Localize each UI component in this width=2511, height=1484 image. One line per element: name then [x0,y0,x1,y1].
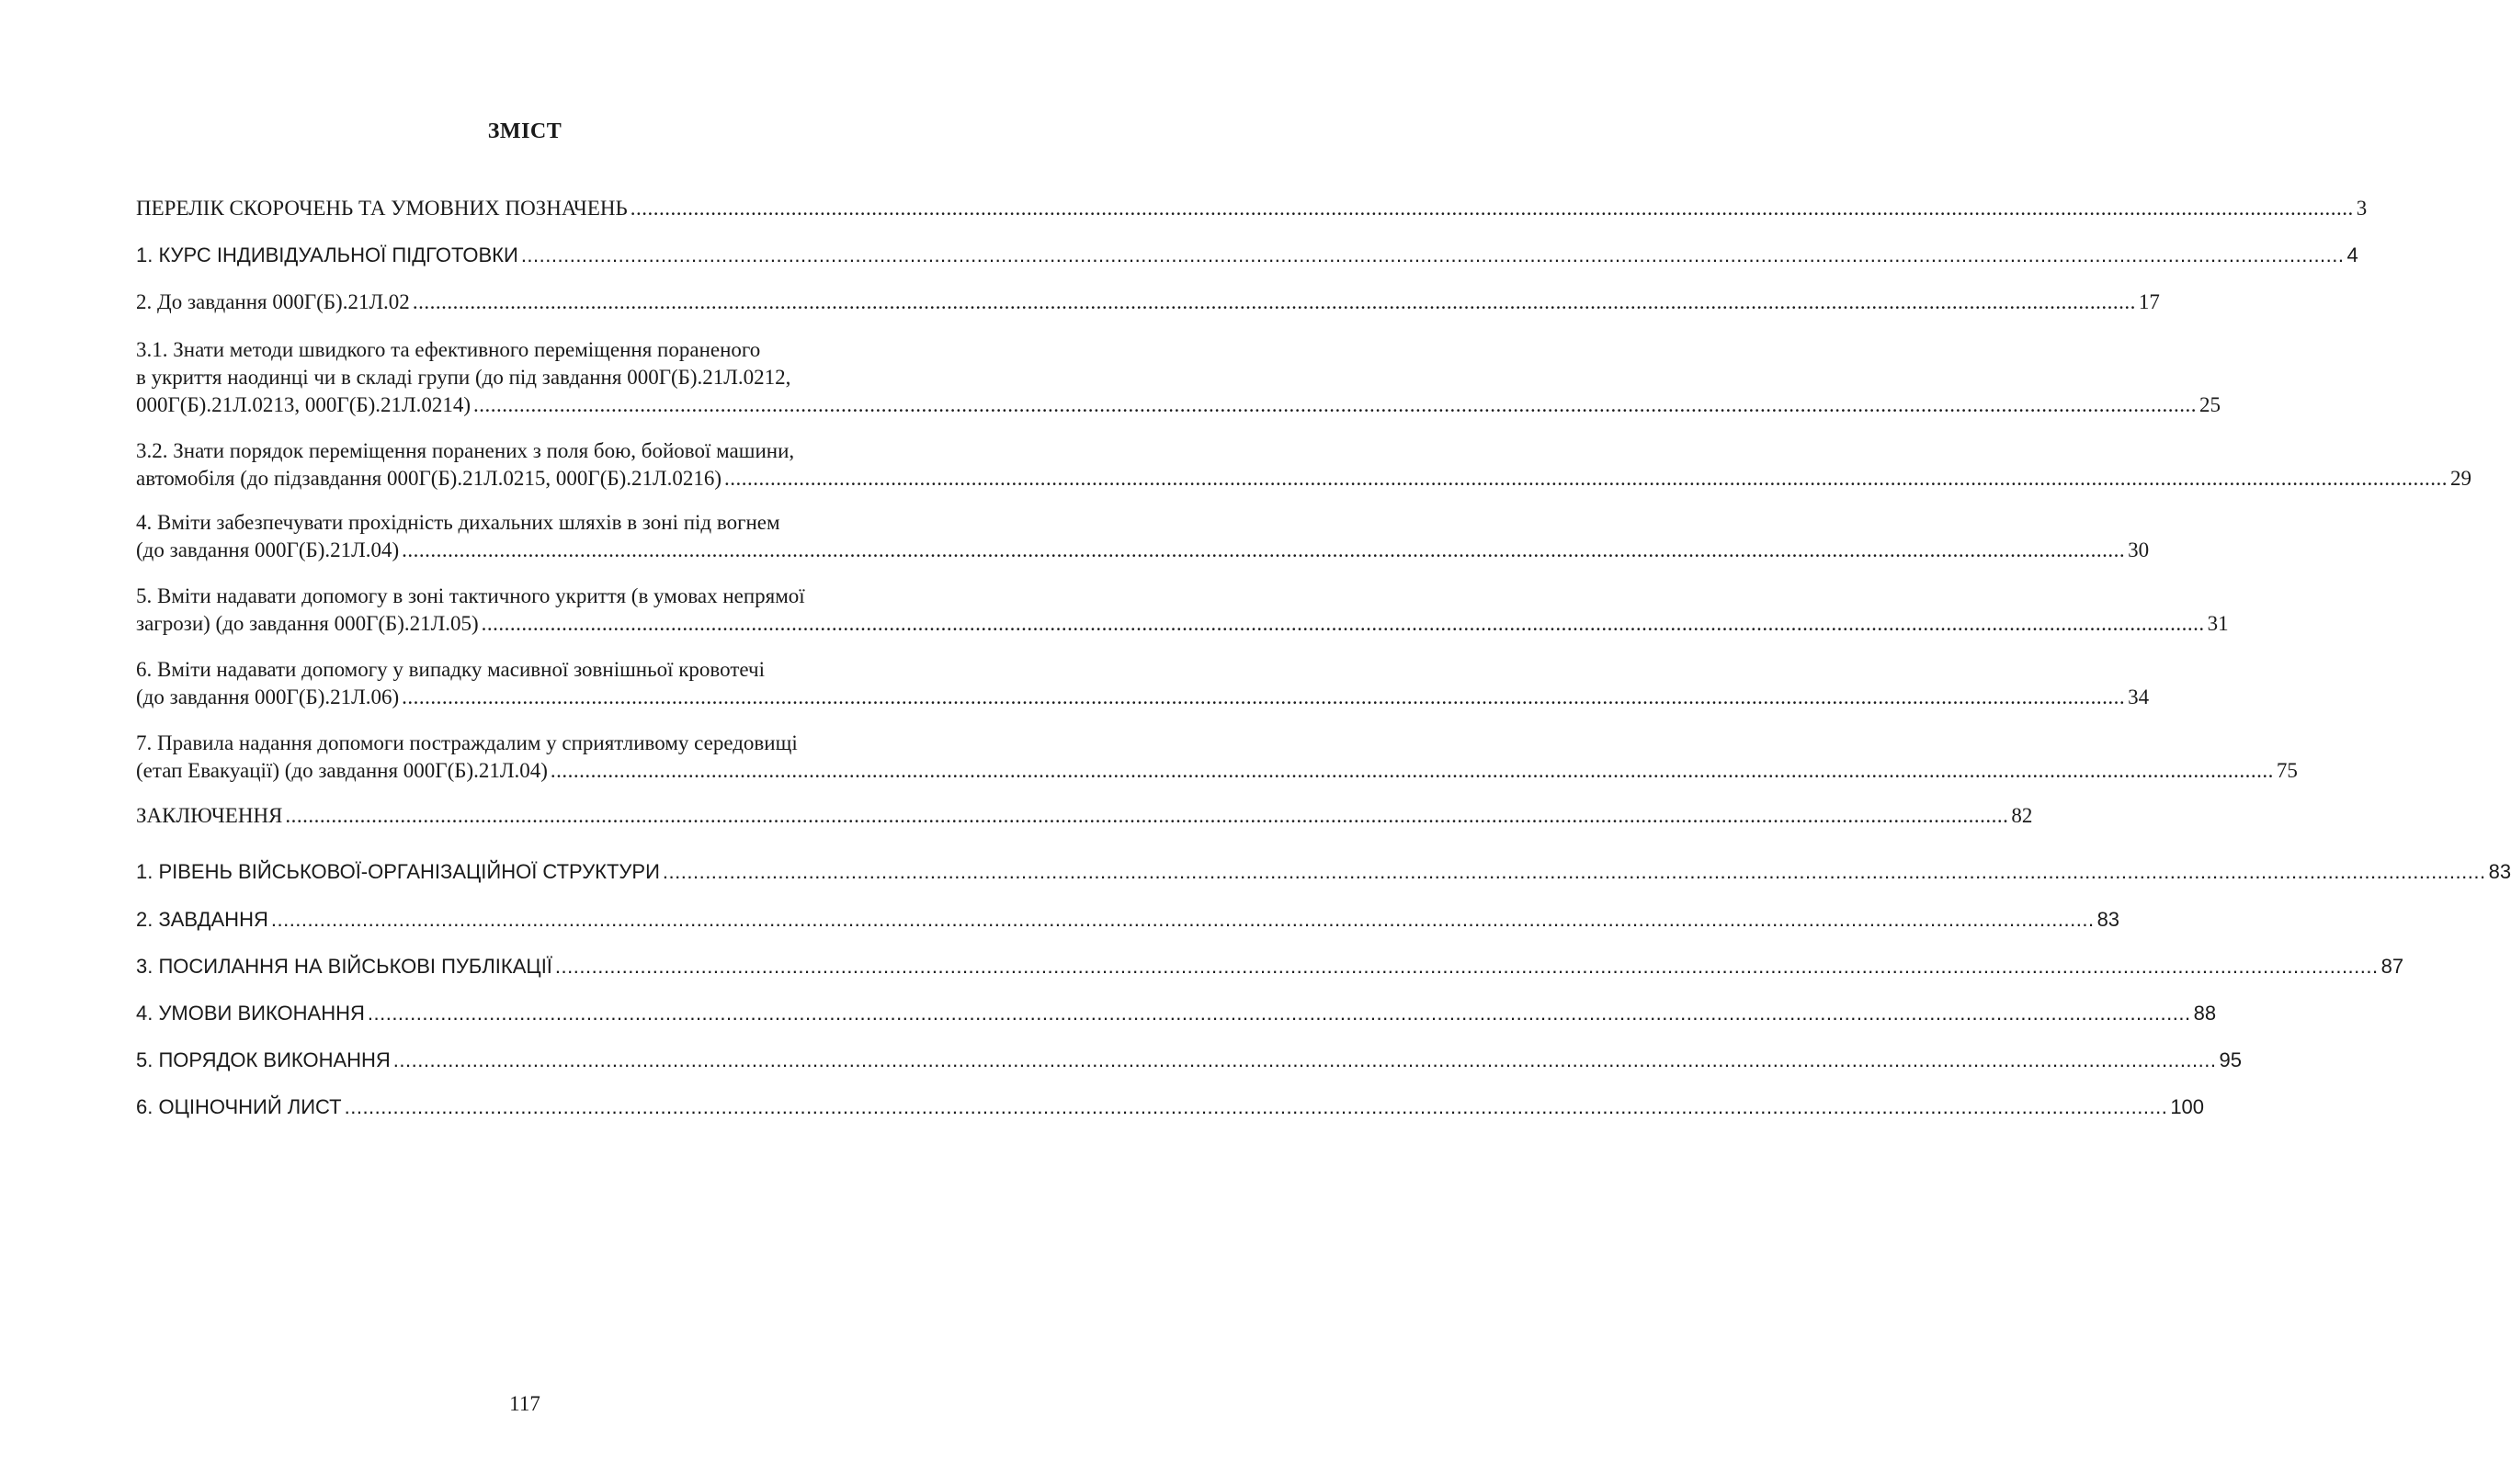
toc-entry-text: 4. УМОВИ ВИКОНАННЯ [136,1002,365,1025]
toc-entry-text: автомобіля (до підзавдання 000Г(Б).21Л.0215, 000Г(Б).21Л.0216) [136,467,721,490]
toc-entry-text: (до завдання 000Г(Б).21Л.06) [136,685,400,708]
toc-entry-page: 25 [2199,393,2221,416]
toc-entry-page: 100 [2170,1095,2205,1118]
toc-entry-page: 3 [2356,197,2368,220]
toc-entry[interactable] [136,583,2229,638]
dot-leader: ............................................................................................................................................................................................................................................................................................................ [473,393,2198,416]
toc-entry[interactable] [136,1047,2242,1074]
toc-entry-text: (етап Евакуації) (до завдання 000Г(Б).21Л.04) [136,759,548,782]
toc-entry-text: 5. Вміти надавати допомогу в зоні тактичного укриття (в умовах непрямої [136,584,805,607]
toc-entry-page: 87 [2380,955,2404,978]
toc-entry[interactable] [136,906,2120,934]
toc-entry-page: 30 [2128,538,2150,561]
dot-leader: ............................................................................................................................................................................................................................................................................................................ [412,290,2136,313]
page-title: ЗМІСТ [487,119,562,143]
dot-leader: ............................................................................................................................................................................................................................................................................................................ [550,759,2274,782]
toc-entry-text: 4. Вміти забезпечувати прохідність дихальних шляхів в зоні під вогнем [136,511,780,534]
toc-entry[interactable] [136,195,2368,222]
dot-leader: ............................................................................................................................................................................................................................................................................................................ [344,1095,2168,1118]
toc-entry-text: ПЕРЕЛІК СКОРОЧЕНЬ ТА УМОВНИХ ПОЗНАЧЕНЬ [136,197,628,220]
toc-entry-page: 17 [2138,290,2160,313]
toc-entry-text: 7. Правила надання допомоги постраждалим у сприятливому середовищі [136,731,798,754]
dot-leader: ............................................................................................................................................................................................................................................................................................................ [554,955,2379,978]
toc-entry[interactable] [136,242,2358,269]
toc-entry-page: 83 [2488,860,2511,883]
toc-entry-text: загрози) (до завдання 000Г(Б).21Л.05) [136,612,479,635]
toc-entry-page: 34 [2128,685,2150,708]
toc-entry-text: 5. ПОРЯДОК ВИКОНАННЯ [136,1048,391,1071]
toc-entry-page: 88 [2193,1002,2217,1025]
dot-leader: ............................................................................................................................................................................................................................................................................................................ [367,1002,2191,1025]
toc-entry-page: 4 [2346,244,2358,266]
toc-entry-text: 2. До завдання 000Г(Б).21Л.02 [136,290,410,313]
dot-leader: ............................................................................................................................................................................................................................................................................................................ [520,244,2345,266]
toc-entry[interactable] [136,953,2404,980]
toc-entry-text: 1. КУРС ІНДИВІДУАЛЬНОЇ ПІДГОТОВКИ [136,244,518,266]
dot-leader: ............................................................................................................................................................................................................................................................................................................ [630,197,2354,220]
toc-entry-text: 1. РІВЕНЬ ВІЙСЬКОВОЇ-ОРГАНІЗАЦІЙНОЇ СТРУКТУРИ [136,860,660,883]
toc-entry[interactable] [136,1093,2205,1121]
toc-entry[interactable] [136,289,2160,316]
dot-leader: ............................................................................................................................................................................................................................................................................................................ [402,685,2126,708]
toc-entry[interactable] [136,1000,2217,1027]
dot-leader: ............................................................................................................................................................................................................................................................................................................ [662,860,2486,883]
toc-entry-text: в укриття наодинці чи в складі групи (до під завдання 000Г(Б).21Л.0212, [136,366,791,389]
toc-entry[interactable] [136,336,2221,419]
toc-entry-page: 31 [2207,612,2229,635]
toc-entry-page: 75 [2276,759,2298,782]
page-number: 117 [509,1392,540,1415]
toc-entry-page: 95 [2219,1048,2242,1071]
toc-entry[interactable] [136,656,2150,711]
dot-leader: ............................................................................................................................................................................................................................................................................................................ [270,908,2095,931]
dot-leader: ............................................................................................................................................................................................................................................................................................................ [724,467,2448,490]
toc-entry-text: 2. ЗАВДАННЯ [136,908,268,931]
toc-entry-page: 82 [2011,804,2033,827]
toc-entry-text: 3.2. Знати порядок переміщення поранених з поля бою, бойової машини, [136,439,795,462]
toc-entry[interactable] [136,509,2150,564]
toc-entry-page: 29 [2450,467,2471,490]
toc-entry-text: 6. ОЦІНОЧНИЙ ЛИСТ [136,1095,342,1118]
dot-leader: ............................................................................................................................................................................................................................................................................................................ [402,538,2126,561]
toc-entry-text: ЗАКЛЮЧЕННЯ [136,804,283,827]
toc-entry-text: 3.1. Знати методи швидкого та ефективного переміщення пораненого [136,338,761,361]
dot-leader: ............................................................................................................................................................................................................................................................................................................ [285,804,2009,827]
toc-entry[interactable] [136,858,2511,886]
dot-leader: ............................................................................................................................................................................................................................................................................................................ [392,1048,2217,1071]
toc-entry-page: 83 [2096,908,2120,931]
toc-entry[interactable] [136,802,2033,830]
toc-entry-text: 3. ПОСИЛАННЯ НА ВІЙСЬКОВІ ПУБЛІКАЦІЇ [136,955,552,978]
toc-entry-text: 000Г(Б).21Л.0213, 000Г(Б).21Л.0214) [136,393,472,416]
toc-entry-text: 6. Вміти надавати допомогу у випадку масивної зовнішньої кровотечі [136,658,765,681]
dot-leader: ............................................................................................................................................................................................................................................................................................................ [481,612,2205,635]
toc-entry[interactable] [136,437,2471,493]
toc-entry[interactable] [136,730,2298,785]
toc-entry-text: (до завдання 000Г(Б).21Л.04) [136,538,400,561]
